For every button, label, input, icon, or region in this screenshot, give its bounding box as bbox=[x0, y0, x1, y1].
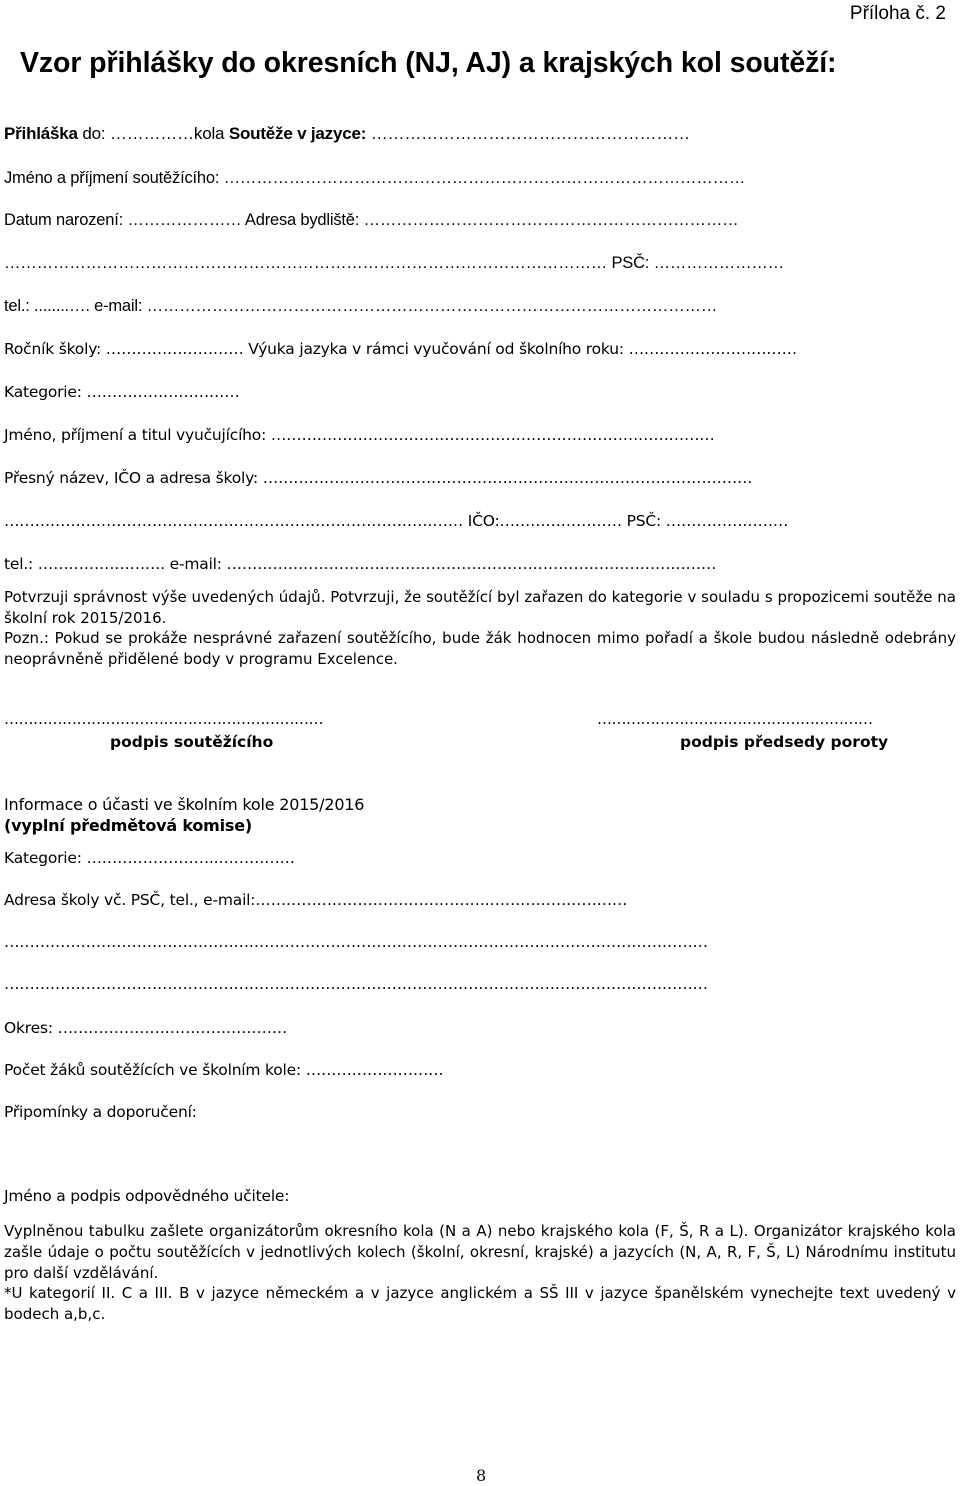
teacher-line: Jméno, příjmení a titul vyučujícího: …………………………………………………………………………… bbox=[4, 426, 715, 444]
attachment-label: Příloha č. 2 bbox=[849, 3, 946, 24]
note-text bbox=[4, 628, 956, 670]
page-number: 8 bbox=[476, 1466, 487, 1485]
application-round-line bbox=[4, 124, 690, 144]
language-field: ………………………………………………… bbox=[366, 124, 690, 143]
contestant-name-line: Jméno a příjmení soutěžícího: …………………………………………………………………………………… bbox=[4, 169, 746, 187]
district-line: Okres: ……………………………………… bbox=[4, 1019, 288, 1037]
page-title: Vzor přihlášky do okresních (NJ, AJ) a krajských kol soutěží: bbox=[20, 47, 837, 79]
address-psc-line: ………………………………………………………………………………………………… PSČ: …………………… bbox=[4, 254, 784, 272]
school-round-heading: Informace o účasti ve školním kole 2015/2016 bbox=[4, 795, 365, 814]
contestant-contact-line: tel.: ........…. e-mail: …………………………………………………………………………………………… bbox=[4, 297, 718, 315]
category-exception-note: *U kategorií II. C a III. B v jazyce německém a v jazyce anglickém a SŠ III v jazyce španělském vynechejte text uvedený v bodech a,b,c. bbox=[4, 1284, 956, 1323]
round-field: do: ……………kola bbox=[77, 124, 229, 143]
school-name-line: Přesný název, IČO a adresa školy: …………………………………………………………………………………… bbox=[4, 469, 753, 487]
chair-signature-dots: ………………………………………………… bbox=[597, 710, 873, 728]
contestant-signature-dots: ………………………………………………………… bbox=[4, 710, 323, 728]
birth-address-line: Datum narození: ………………… Adresa bydliště: …………………………………………………………… bbox=[4, 211, 739, 229]
remarks-line: Připomínky a doporučení: bbox=[4, 1103, 197, 1121]
chair-signature-label: podpis předsedy poroty bbox=[680, 733, 889, 751]
school-round-subheading: (vyplní předmětová komise) bbox=[4, 816, 253, 835]
confirmation-text: Potvrzuji správnost výše uvedených údajů. Potvrzuji, že soutěžící byl zařazen do kategorie v souladu s propozicemi soutěže na školní rok 2015/2016. bbox=[4, 588, 956, 627]
category-line: Kategorie: ………………………… bbox=[4, 383, 240, 401]
school-category-line: Kategorie: ……………………..…………… bbox=[4, 849, 295, 867]
contestant-signature-label: podpis soutěžícího bbox=[110, 733, 274, 751]
language-label: Soutěže v jazyce: bbox=[228, 124, 367, 143]
blank-line-2: ………………………………………………………………………………………………………………………… bbox=[4, 975, 708, 993]
instructions-text: Vyplněnou tabulku zašlete organizátorům okresního kola (N a A) nebo krajského kola (F, Š, R a L). Organizátor krajského kola zašle údaje o počtu soutěžících v jednotlivých kolech (školní, okresní, krajské) a jazycích (N, A, R, F, Š, L) Národnímu institutu pro další vzdělávání. bbox=[4, 1222, 956, 1282]
note-body: : Pokud se prokáže nesprávné zařazení soutěžícího, bude žák hodnocen mimo pořadí a škole budou následně odebrány neoprávněně přidělené body v programu Excelence. bbox=[4, 629, 956, 668]
school-contact-line: tel.: ……………………. e-mail: …………………………………………………………………………………… bbox=[4, 555, 717, 573]
blank-line-1: ………………………………………………………………………………………………………………………… bbox=[4, 933, 708, 951]
responsible-teacher-line: Jméno a podpis odpovědného učitele: bbox=[4, 1187, 290, 1205]
student-count-line: Počet žáků soutěžících ve školním kole: ……………………… bbox=[4, 1061, 444, 1079]
note-label: Pozn. bbox=[4, 629, 44, 647]
grade-teaching-line: Ročník školy: ……………………… Výuka jazyka v rámci vyučování od školního roku: …………………………… bbox=[4, 340, 797, 358]
school-ico-psc-line: ……………………………………………………………………………… IČO:…………………… PSČ: …………………… bbox=[4, 512, 789, 530]
application-label: Přihláška bbox=[4, 124, 78, 143]
school-address-line: Adresa školy vč. PSČ, tel., e-mail:……………………………………….……………………… bbox=[4, 891, 628, 909]
